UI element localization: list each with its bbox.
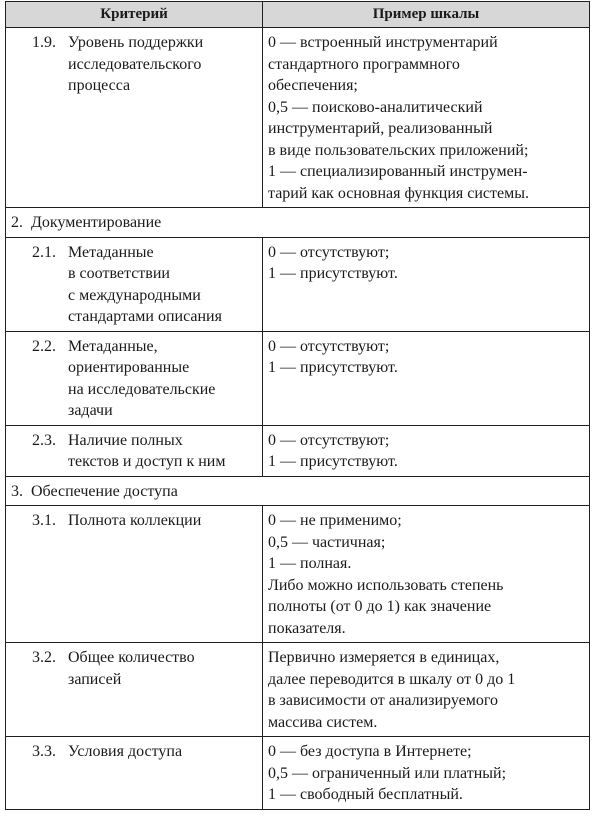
criterion-line: в соответствии: [68, 265, 170, 282]
scale-line: 1 — присутствуют.: [268, 359, 398, 376]
criterion-cell: [6, 28, 263, 208]
scale-line: тарий как основная функция системы.: [268, 184, 529, 202]
table-row: [6, 425, 590, 476]
scale-cell: [263, 331, 590, 425]
scale-line: стандартного программного: [268, 55, 460, 73]
criterion-text: [68, 32, 257, 97]
table-row: [6, 643, 590, 737]
table-row: [6, 331, 590, 425]
criterion-number: 1.9.: [32, 34, 56, 51]
scale-line: массива систем.: [268, 713, 378, 731]
criterion-line: Метаданные,: [68, 337, 158, 355]
criterion-cell: [6, 331, 263, 425]
criterion-line: Уровень поддержки: [68, 34, 204, 51]
scale-line: 0 — отсутствуют;: [268, 431, 390, 449]
table-body: [6, 28, 590, 810]
criterion-line: задачи: [68, 402, 113, 419]
scale-cell: [263, 506, 590, 643]
section-cell: [6, 476, 590, 506]
criterion-line: процесса: [68, 77, 131, 94]
criterion-number: 3.2.: [32, 649, 56, 666]
criterion-line: на исследовательские: [68, 380, 216, 398]
criterion-line: исследовательского: [68, 55, 202, 73]
scale-line: 1 — присутствуют.: [268, 265, 398, 282]
scale-line: 0 — встроенный инструментарий: [268, 34, 498, 51]
section-number: 2.: [11, 214, 23, 231]
table-row: [6, 28, 590, 208]
scale-line: 0,5 — ограниченный или платный;: [268, 764, 507, 782]
scale-line: в зависимости от анализируемого: [268, 692, 499, 709]
scale-line: Либо можно использовать степень: [268, 576, 504, 594]
scale-cell: [263, 643, 590, 737]
criterion-line: ориентированные: [68, 359, 190, 376]
scale-cell: [263, 237, 590, 331]
criterion-cell: [6, 237, 263, 331]
scale-line: 0,5 — поисково-аналитический: [268, 98, 483, 116]
section-cell: [6, 208, 590, 238]
criterion-line: Метаданные: [68, 243, 154, 261]
scale-line: обеспечения;: [268, 77, 358, 94]
scale-line: 1 — присутствуют.: [268, 453, 398, 470]
scale-cell: [263, 737, 590, 810]
section-number: 3.: [11, 482, 23, 500]
criterion-line: Общее количество: [68, 649, 195, 666]
table-row: [6, 506, 590, 643]
scale-line: Первично измеряется в единицах,: [268, 649, 500, 666]
section-title: Обеспечение доступа: [31, 482, 178, 500]
criterion-line: Полнота коллекции: [68, 512, 202, 529]
scale-line: 0 — отсутствуют;: [268, 337, 390, 355]
scale-line: инструментарий, реализованный: [268, 120, 493, 137]
criterion-line: стандартами описания: [68, 308, 222, 325]
scale-line: полноты (от 0 до 1) как значение: [268, 598, 492, 615]
table-row: [6, 737, 590, 810]
section-row: [6, 476, 590, 506]
criterion-number: 3.1.: [32, 512, 56, 529]
criterion-number: 2.3.: [32, 431, 56, 449]
criterion-text: [68, 242, 257, 328]
section-row: [6, 208, 590, 238]
criterion-text: [68, 336, 257, 422]
column-header-criterion: Критерий: [6, 2, 263, 28]
scale-line: 1 — полная.: [268, 555, 352, 572]
scale-line: 1 — свободный бесплатный.: [268, 786, 463, 803]
criterion-cell: [6, 425, 263, 476]
table-header-row: [6, 2, 590, 28]
scale-line: 1 — специализированный инструмен-: [268, 163, 528, 180]
criterion-cell: [6, 506, 263, 643]
scale-line: 0 — отсутствуют;: [268, 243, 390, 261]
criterion-line: Условия доступа: [68, 743, 183, 760]
criterion-number: 2.2.: [32, 337, 56, 355]
criterion-number: 3.3.: [32, 743, 56, 760]
criteria-table: [5, 1, 590, 810]
table-row: [6, 237, 590, 331]
criterion-line: записей: [68, 670, 122, 688]
scale-line: 0 — не применимо;: [268, 512, 402, 529]
scale-line: 0,5 — частичная;: [268, 533, 386, 551]
criterion-text: [68, 510, 257, 532]
scale-line: показателя.: [268, 619, 346, 637]
criterion-number: 2.1.: [32, 243, 56, 261]
criterion-line: текстов и доступ к ним: [68, 453, 226, 470]
criterion-text: [68, 647, 257, 690]
section-title: Документирование: [31, 214, 162, 231]
scale-cell: [263, 28, 590, 208]
criterion-cell: [6, 737, 263, 810]
scale-cell: [263, 425, 590, 476]
criterion-text: [68, 741, 257, 763]
column-header-scale: Пример шкалы: [263, 2, 590, 28]
criterion-cell: [6, 643, 263, 737]
scale-line: 0 — без доступа в Интернете;: [268, 743, 472, 760]
criterion-text: [68, 430, 257, 473]
scale-line: в виде пользовательских приложений;: [268, 141, 529, 159]
criterion-line: Наличие полных: [68, 431, 183, 449]
criterion-line: с международными: [68, 286, 201, 304]
scale-line: далее переводится в шкалу от 0 до 1: [268, 670, 516, 688]
